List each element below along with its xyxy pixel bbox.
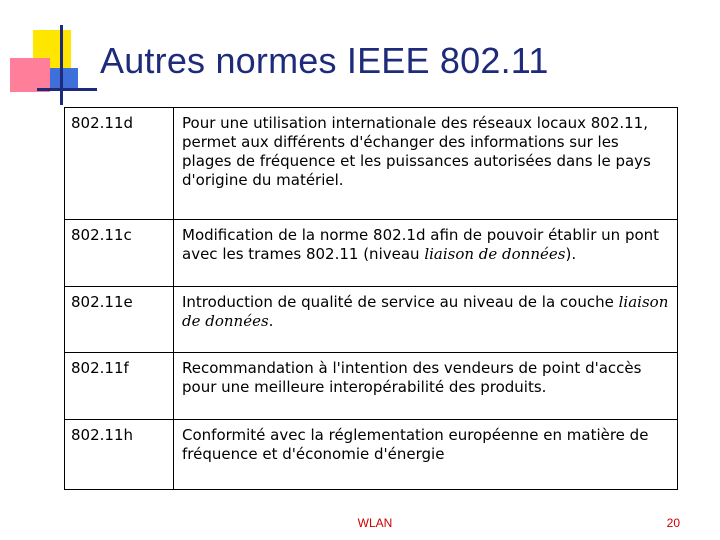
norm-code: 802.11c <box>65 220 174 287</box>
norm-code: 802.11d <box>65 108 174 220</box>
slide-title: Autres normes IEEE 802.11 <box>100 40 549 81</box>
norm-description: Recommandation à l'intention des vendeurs de point d'accès pour une meilleure interopérabilité des produits. <box>174 353 678 420</box>
desc-italic-text: liaison de données <box>424 245 566 263</box>
desc-text: . <box>268 312 274 330</box>
norm-description <box>174 287 678 353</box>
logo-pink-square <box>10 58 50 92</box>
table-row <box>65 108 678 220</box>
norm-description: Conformité avec la réglementation européenne en matière de fréquence et d'économie d'énergie <box>174 420 678 490</box>
norm-code: 802.11f <box>65 353 174 420</box>
table-row <box>65 287 678 353</box>
page-number: 20 <box>666 516 680 530</box>
norms-table <box>64 107 678 490</box>
desc-text: Introduction de qualité de service au niveau de la couche <box>182 293 619 311</box>
norm-code: 802.11h <box>65 420 174 490</box>
logo-blue-square <box>50 68 78 88</box>
norm-description: Pour une utilisation internationale des réseaux locaux 802.11, permet aux différents d'échanger des informations sur les plages de fréquence et les puissances autorisées dans le pays d'origine du matériel. <box>174 108 678 220</box>
table-row <box>65 353 678 420</box>
logo-vertical-line <box>60 25 63 105</box>
norm-description <box>174 220 678 287</box>
footer-label: WLAN <box>357 516 393 530</box>
table-row <box>65 220 678 287</box>
logo-horizontal-line <box>37 88 97 91</box>
norm-code: 802.11e <box>65 287 174 353</box>
stacked-squares-logo-icon <box>0 0 100 110</box>
desc-text: Modification de la norme 802.1d afin de pouvoir établir un pont avec les trames 802.11 (niveau <box>182 226 660 263</box>
desc-italic-text: liaison de données <box>182 293 669 330</box>
table-row <box>65 420 678 490</box>
desc-text: ). <box>565 245 577 263</box>
